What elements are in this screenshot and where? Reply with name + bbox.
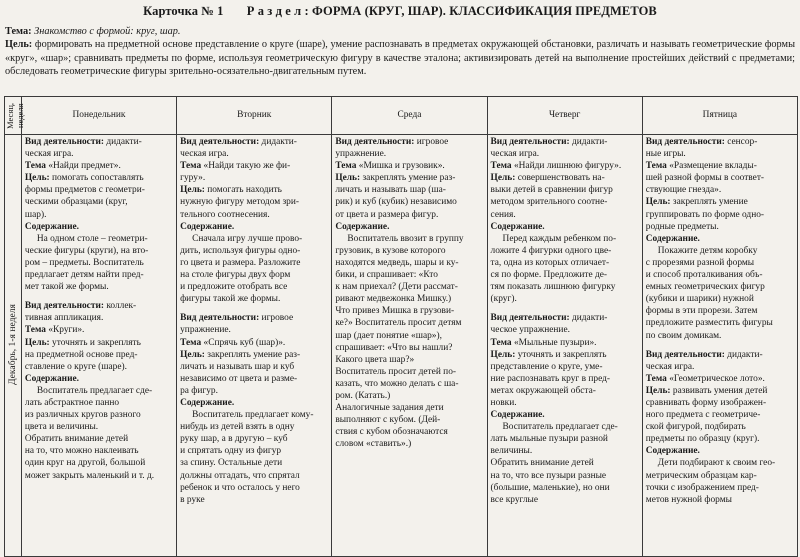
activity-goal-text: сения. bbox=[490, 209, 516, 220]
activity-type-text: игровое bbox=[259, 313, 294, 324]
activity-theme-rest: ствующие гнезда». bbox=[645, 185, 722, 196]
activity-goal-line bbox=[646, 421, 794, 433]
activity-block bbox=[491, 136, 639, 305]
activity-type-label: Вид деятельности: bbox=[180, 313, 260, 324]
activity-theme bbox=[25, 324, 173, 336]
table-row bbox=[5, 135, 798, 557]
activity-type bbox=[25, 300, 173, 312]
activity-content-line: словом «ставить».) bbox=[335, 439, 412, 450]
activity-type-rest: ческая игра. bbox=[180, 149, 229, 160]
activity-goal-line bbox=[180, 196, 328, 208]
goal-text: формировать на предметной основе представление о круге (шаре), умение распознавать в предметах окружающей обстановки, различать и называть геометрические формы «круг», «шар»; сравнивать предметы по форме, используя геометрическую фигуру в качестве эталона; активизировать детей на выполнение простейших действий с предметами; обследовать геометрические фигуры зрительно-осязательно-двигательным путем. bbox=[5, 39, 795, 77]
activity-goal-text: развивать умения детей bbox=[670, 385, 768, 396]
activity-goal-line bbox=[25, 196, 173, 208]
activity-content-line: по своим домикам. bbox=[645, 330, 722, 341]
activity-goal-text: тельного соотнесения. bbox=[180, 209, 270, 220]
activity-goal-text: совершенствовать на- bbox=[515, 173, 605, 184]
activity-content-label: Содержание. bbox=[645, 446, 700, 457]
topic-text: Знакомство с формой: круг, шар. bbox=[34, 26, 181, 37]
activity-goal-text: помогать сопоставлять bbox=[49, 173, 144, 184]
day-cell bbox=[177, 135, 332, 557]
activity-theme-text: «Геометрическое лото». bbox=[666, 373, 765, 384]
activity-theme-text: «Круги». bbox=[45, 325, 85, 336]
activity-type bbox=[646, 349, 794, 361]
activity-type bbox=[646, 136, 794, 148]
activity-content-line: лать мыльные пузыри разной bbox=[490, 434, 608, 445]
activity-content-line: бики, и спрашивает: «Кто bbox=[335, 270, 438, 281]
activity-goal-label: Цель: bbox=[24, 173, 50, 184]
activity-theme bbox=[491, 337, 639, 349]
activity-content-line: ребенок и что осталось у него bbox=[180, 482, 300, 493]
activity-content-line: спрашивает: «Что вы нашли? bbox=[335, 342, 453, 353]
activity-type bbox=[180, 136, 328, 148]
activity-goal-text: метах окружающей обста- bbox=[490, 385, 596, 396]
activity-goal-text: личать и называть шар и куб bbox=[180, 361, 295, 372]
day-cell bbox=[332, 135, 487, 557]
activity-type-label: Вид деятельности: bbox=[645, 137, 725, 147]
activity-content-line: Дети подбирают к своим гео- bbox=[657, 458, 776, 469]
activity-content-line: метрическим образцам кар- bbox=[645, 470, 757, 481]
activity-content-line: (круг). bbox=[490, 294, 517, 305]
activity-content-line: грузовик, в кузове которого bbox=[335, 245, 446, 256]
activity-goal-text: родные предметы. bbox=[645, 221, 719, 232]
activity-goal-text: нужную фигуру методом зри- bbox=[180, 197, 300, 208]
activity-goal-line bbox=[646, 433, 794, 445]
activity-type bbox=[335, 136, 483, 148]
activity-theme bbox=[646, 160, 794, 172]
activity-goal-line bbox=[491, 373, 639, 385]
activity-theme-text: «Размещение вклады- bbox=[666, 161, 757, 172]
activity-goal-line bbox=[180, 184, 328, 196]
activity-content-line: метов нужной формы bbox=[645, 494, 732, 505]
activity-content-line: все круглые bbox=[490, 494, 539, 505]
activity-content-line: Воспитатель предлагает кому- bbox=[192, 410, 314, 421]
day-cell bbox=[487, 135, 642, 557]
activity-type-text: дидакти- bbox=[103, 137, 142, 147]
activity-goal-line bbox=[491, 184, 639, 196]
activity-block bbox=[180, 312, 328, 506]
activity-theme-label: Тема bbox=[645, 373, 667, 384]
activity-content-line: казать, что можно делать с ша- bbox=[335, 378, 459, 389]
card-title bbox=[0, 4, 800, 19]
activity-goal-text: уточнять и закреплять bbox=[515, 349, 607, 360]
activity-type-rest: ческая игра. bbox=[24, 149, 74, 160]
activity-content-line: Воспитатель предлагает сде- bbox=[36, 385, 153, 396]
activity-content-line: ром – предметы. Воспитатель bbox=[24, 257, 144, 268]
activity-goal-text: закреплять умение раз- bbox=[204, 349, 301, 360]
activity-goal-text: ра фигур. bbox=[180, 385, 218, 396]
activity-theme-rest: гуру». bbox=[180, 173, 206, 184]
activity-goal-label: Цель: bbox=[180, 185, 205, 196]
activity-theme-text: «Найди такую же фи- bbox=[201, 161, 291, 172]
goal-paragraph bbox=[5, 38, 795, 79]
activity-goal-line bbox=[25, 349, 173, 361]
activity-goal-line bbox=[491, 397, 639, 409]
activity-content-line: Воспитатель просит детей по- bbox=[335, 366, 457, 377]
activity-content-line: ке?» Воспитатель просит детям bbox=[335, 318, 462, 329]
activity-content-line: ствия с кубом обозначаются bbox=[335, 427, 448, 438]
activity-content-label: Содержание. bbox=[24, 373, 79, 384]
activity-goal-label: Цель: bbox=[180, 349, 205, 360]
activity-content-line: один круг на другой, большой bbox=[24, 458, 146, 469]
day-cell bbox=[21, 135, 176, 557]
activity-type-text: дидакти- bbox=[724, 349, 763, 360]
activity-content-line: и спрятать одну из фигур bbox=[180, 446, 282, 457]
activity-content-line: предложите разместить фигуры bbox=[645, 318, 773, 329]
activity-content-line: Перед каждым ребенком по- bbox=[502, 233, 617, 244]
activity-content-line: го цвета и размера. Разложите bbox=[180, 257, 301, 268]
activity-theme-label: Тема bbox=[645, 161, 667, 172]
activity-type-label: Вид деятельности: bbox=[490, 137, 570, 147]
activity-theme-label: Тема bbox=[180, 161, 202, 172]
activity-content-label: Содержание. bbox=[490, 410, 545, 421]
activity-content-line: ром. (Катать.) bbox=[335, 390, 391, 401]
activity-content-line: предлагает детям найти пред- bbox=[24, 270, 144, 281]
activity-content-line: цвета и величины. bbox=[24, 422, 99, 433]
activity-type-label: Вид деятельности: bbox=[24, 137, 104, 147]
table-header-row bbox=[5, 97, 798, 135]
section-label: Р а з д е л : bbox=[246, 4, 309, 18]
activity-theme-label: Тема bbox=[24, 161, 46, 172]
activity-type-rest: упражнение. bbox=[335, 149, 387, 160]
activity-goal-text: ние распознавать круг в пред- bbox=[490, 373, 611, 384]
activity-goal-line bbox=[25, 337, 173, 349]
activity-content-line: ческие фигуры (круги), на вто- bbox=[24, 245, 149, 256]
activity-goal-text: помогать находить bbox=[204, 185, 282, 196]
activity-content-line: тям показать лишнюю фигурку bbox=[490, 282, 616, 293]
header-day: Пятница bbox=[642, 97, 797, 135]
activity-goal-line bbox=[25, 172, 173, 184]
activity-goal-text: ческими образцами (круг, bbox=[24, 197, 128, 208]
header-day: Вторник bbox=[177, 97, 332, 135]
activity-theme-label: Тема bbox=[490, 337, 512, 348]
activity-goal-line bbox=[25, 361, 173, 373]
activity-theme-label: Тема bbox=[335, 161, 357, 172]
activity-block bbox=[646, 349, 794, 506]
activity-goal-label: Цель: bbox=[645, 385, 671, 396]
activity-type-text: сенсор- bbox=[724, 137, 758, 147]
activity-type-rest: тивная аппликация. bbox=[24, 313, 104, 324]
activity-theme-text: «Найди лишнюю фигуру». bbox=[511, 161, 622, 172]
activity-content-line: нибудь из детей взять в одну bbox=[180, 422, 295, 433]
activity-theme bbox=[335, 160, 483, 172]
activity-content-line: в руке bbox=[180, 494, 205, 505]
activity-goal-text: сравнивать форму изображен- bbox=[645, 397, 767, 408]
activity-goal-label: Цель: bbox=[335, 173, 361, 184]
activity-theme bbox=[646, 373, 794, 385]
activity-type-rest: ные игры. bbox=[645, 149, 686, 160]
activity-content-line: выполняют с кубом. (Дей- bbox=[335, 415, 441, 426]
activity-goal-line bbox=[491, 361, 639, 373]
activity-content-line: ривают медвежонка Мишку.) bbox=[335, 294, 452, 305]
activity-content-line: величины. bbox=[490, 446, 533, 457]
activity-type-rest: ческая игра. bbox=[645, 361, 695, 372]
activity-content-line: может закрыть маленький и т. д. bbox=[24, 470, 155, 481]
activity-goal-text: уточнять и закреплять bbox=[49, 337, 141, 348]
activity-goal-text: от цвета и размера фигур. bbox=[335, 209, 439, 220]
activity-goal-line bbox=[646, 409, 794, 421]
activity-theme bbox=[25, 160, 173, 172]
activity-goal-line bbox=[646, 397, 794, 409]
activity-block bbox=[25, 136, 173, 293]
activity-content-line: Покажите детям коробку bbox=[657, 245, 758, 256]
activity-content-line: Воспитатель ввозит в группу bbox=[347, 233, 464, 244]
activity-goal-text: ской фигурой, подбирать bbox=[645, 422, 746, 433]
activity-content-line: находятся медведь, шары и ку- bbox=[335, 257, 459, 268]
activity-theme-text: «Спрячь куб (шар)». bbox=[201, 337, 286, 348]
activity-goal-text: рик) и куб (кубик) независимо bbox=[335, 197, 457, 208]
activity-type-label: Вид деятельности: bbox=[335, 137, 415, 147]
card-number: Карточка № 1 bbox=[143, 4, 224, 18]
activity-goal-line bbox=[335, 172, 483, 184]
week-cell: Декабрь, 1-я неделя bbox=[5, 135, 22, 557]
activity-goal-line bbox=[180, 385, 328, 397]
activity-content-line: и предложите отобрать все bbox=[180, 282, 288, 293]
activity-goal-text: закреплять умение раз- bbox=[360, 173, 456, 184]
activity-content-line: Аналогичные задания дети bbox=[335, 403, 444, 414]
activity-content-line: Обратить внимание детей bbox=[490, 458, 594, 469]
activity-type-text: дидакти- bbox=[259, 137, 297, 147]
activity-goal-line bbox=[180, 373, 328, 385]
activity-content-label: Содержание. bbox=[645, 233, 700, 244]
activity-content-line: фигуры такой же формы. bbox=[180, 294, 281, 305]
activity-block bbox=[25, 300, 173, 481]
activity-theme-label: Тема bbox=[490, 161, 512, 172]
activity-type bbox=[491, 136, 639, 148]
activity-goal-line bbox=[25, 209, 173, 221]
activity-goal-line bbox=[491, 385, 639, 397]
activity-goal-line bbox=[491, 349, 639, 361]
activity-type bbox=[25, 136, 173, 148]
activity-content-label: Содержание. bbox=[24, 221, 79, 232]
activity-goal-line bbox=[646, 196, 794, 208]
activity-content-line: из различных кругов разного bbox=[24, 410, 141, 421]
activity-content-line: (кубики и шарики) нужной bbox=[645, 294, 754, 305]
activity-goal-line bbox=[491, 209, 639, 221]
activity-content-line: ся по форме. Предложите де- bbox=[490, 270, 608, 281]
topic-label: Тема: bbox=[5, 26, 32, 37]
activity-content-line: Воспитатель предлагает сде- bbox=[502, 422, 618, 433]
activity-goal-text: шар). bbox=[24, 209, 47, 220]
activity-theme-text: «Найди предмет». bbox=[45, 161, 121, 172]
activity-content-line: (большие, маленькие), но они bbox=[490, 482, 610, 493]
activity-content-line: Какого цвета шар?» bbox=[335, 354, 415, 365]
activity-content-line: емных геометрических фигур bbox=[645, 282, 765, 293]
activity-goal-text: ставление о круге (шаре). bbox=[24, 361, 127, 372]
activity-content-line: шар (дает понятие «шар»), bbox=[335, 330, 442, 341]
activity-content-line: та, одна из которых отличает- bbox=[490, 257, 610, 268]
activity-theme bbox=[180, 337, 328, 349]
activity-content-label: Содержание. bbox=[490, 221, 545, 232]
activity-content-line: Сначала игру лучше прово- bbox=[192, 233, 303, 244]
activity-goal-text: представление о круге, уме- bbox=[490, 361, 603, 372]
activity-goal-text: группировать по форме одно- bbox=[645, 209, 765, 220]
activity-goal-text: закреплять умение bbox=[670, 197, 748, 208]
activity-content-line: к нам приехал? (Дети рассмат- bbox=[335, 282, 458, 293]
activity-goal-line bbox=[646, 385, 794, 397]
header-day: Среда bbox=[332, 97, 487, 135]
activity-type-label: Вид деятельности: bbox=[490, 313, 570, 324]
activity-goal-line bbox=[180, 361, 328, 373]
activity-block bbox=[180, 136, 328, 305]
goal-label: Цель: bbox=[5, 39, 33, 50]
activity-theme-label: Тема bbox=[180, 337, 202, 348]
activity-content-line: На одном столе – геометри- bbox=[36, 233, 148, 244]
activity-content-label: Содержание. bbox=[180, 397, 235, 408]
header-day: Понедельник bbox=[21, 97, 176, 135]
activity-theme-text: «Мишка и грузовик». bbox=[356, 161, 445, 172]
activity-goal-line bbox=[491, 172, 639, 184]
activity-goal-text: методом зрительного соотне- bbox=[490, 197, 608, 208]
activity-goal-line bbox=[491, 196, 639, 208]
weekly-plan-table bbox=[4, 96, 798, 557]
activity-type-label: Вид деятельности: bbox=[24, 301, 104, 312]
activity-type-text: дидакти- bbox=[569, 313, 608, 324]
activity-content-line: лать абстрактное панно bbox=[24, 397, 120, 408]
activity-content-line: Что привез Мишка в грузови- bbox=[335, 306, 455, 317]
activity-type-text: коллек- bbox=[103, 301, 137, 312]
activity-content-line: формы в эти прорези. Затем bbox=[645, 306, 758, 317]
activity-content-label: Содержание. bbox=[180, 221, 235, 232]
header-day: Четверг bbox=[487, 97, 642, 135]
header-month-week: Месяц, неделя bbox=[5, 97, 22, 135]
section-title: ФОРМА (КРУГ, ШАР). КЛАССИФИКАЦИЯ ПРЕДМЕТОВ bbox=[312, 4, 657, 18]
activity-type-rest: ческое упражнение. bbox=[490, 325, 570, 336]
activity-type bbox=[491, 312, 639, 324]
activity-goal-text: формы предметов с геометри- bbox=[24, 185, 145, 196]
activity-content-line: на то, что можно наклеивать bbox=[24, 446, 139, 457]
activity-goal-text: независимо от цвета и разме- bbox=[180, 373, 298, 384]
activity-type-label: Вид деятельности: bbox=[180, 137, 260, 147]
activity-type bbox=[180, 312, 328, 324]
activity-type-text: дидакти- bbox=[569, 137, 608, 147]
activity-content-line: на то, что все пузыри разные bbox=[490, 470, 607, 481]
activity-content-line: должны отгадать, что спрятал bbox=[180, 470, 300, 481]
activity-theme-text: «Мыльные пузыри». bbox=[511, 337, 597, 348]
activity-goal-line bbox=[646, 209, 794, 221]
activity-type-rest: упражнение. bbox=[180, 325, 231, 336]
activity-type-rest: ческая игра. bbox=[490, 149, 540, 160]
activity-goal-label: Цель: bbox=[490, 349, 516, 360]
activity-goal-text: личать и называть шар (ша- bbox=[335, 185, 446, 196]
activity-goal-label: Цель: bbox=[24, 337, 50, 348]
activity-block bbox=[335, 136, 483, 450]
activity-theme-label: Тема bbox=[24, 325, 46, 336]
activity-content-line: руку шар, а в другую – куб bbox=[180, 434, 288, 445]
day-cell bbox=[642, 135, 797, 557]
activity-content-line: точки с изображением пред- bbox=[645, 482, 759, 493]
activity-goal-text: новки. bbox=[490, 397, 517, 408]
activity-goal-line bbox=[646, 221, 794, 233]
topic-line bbox=[5, 25, 795, 39]
activity-goal-text: предметы по образцу (круг). bbox=[645, 434, 760, 445]
activity-goal-text: на предметной основе пред- bbox=[24, 349, 138, 360]
activity-content-line: и способ проталкивания объ- bbox=[645, 270, 763, 281]
activity-goal-line bbox=[25, 184, 173, 196]
activity-content-line: за спину. Остальные дети bbox=[180, 458, 283, 469]
activity-block bbox=[491, 312, 639, 506]
activity-goal-label: Цель: bbox=[490, 173, 516, 184]
activity-theme-rest: шей разной формы в соответ- bbox=[645, 173, 765, 184]
activity-content-line: на столе фигуры двух форм bbox=[180, 270, 291, 281]
activity-content-line: дить, используя фигуры одно- bbox=[180, 245, 301, 256]
activity-type-label: Вид деятельности: bbox=[645, 349, 725, 360]
activity-goal-text: выки детей в сравнении фигур bbox=[490, 185, 613, 196]
activity-goal-line bbox=[180, 209, 328, 221]
activity-content-line: мет такой же формы. bbox=[24, 282, 109, 293]
activity-type-text: игровое bbox=[414, 137, 449, 147]
activity-goal-line bbox=[180, 349, 328, 361]
activity-content-line: Обратить внимание детей bbox=[24, 434, 129, 445]
activity-goal-text: ного предмета с геометриче- bbox=[645, 410, 761, 421]
activity-goal-line bbox=[335, 184, 483, 196]
activity-goal-line bbox=[335, 196, 483, 208]
activity-theme bbox=[180, 160, 328, 172]
activity-content-line: с прорезями разной формы bbox=[645, 257, 755, 268]
activity-content-line: ложите 4 фигурки одного цве- bbox=[490, 245, 612, 256]
activity-goal-label: Цель: bbox=[645, 197, 671, 208]
activity-block bbox=[646, 136, 794, 342]
activity-theme bbox=[491, 160, 639, 172]
activity-goal-line bbox=[335, 209, 483, 221]
activity-content-label: Содержание. bbox=[335, 221, 390, 232]
